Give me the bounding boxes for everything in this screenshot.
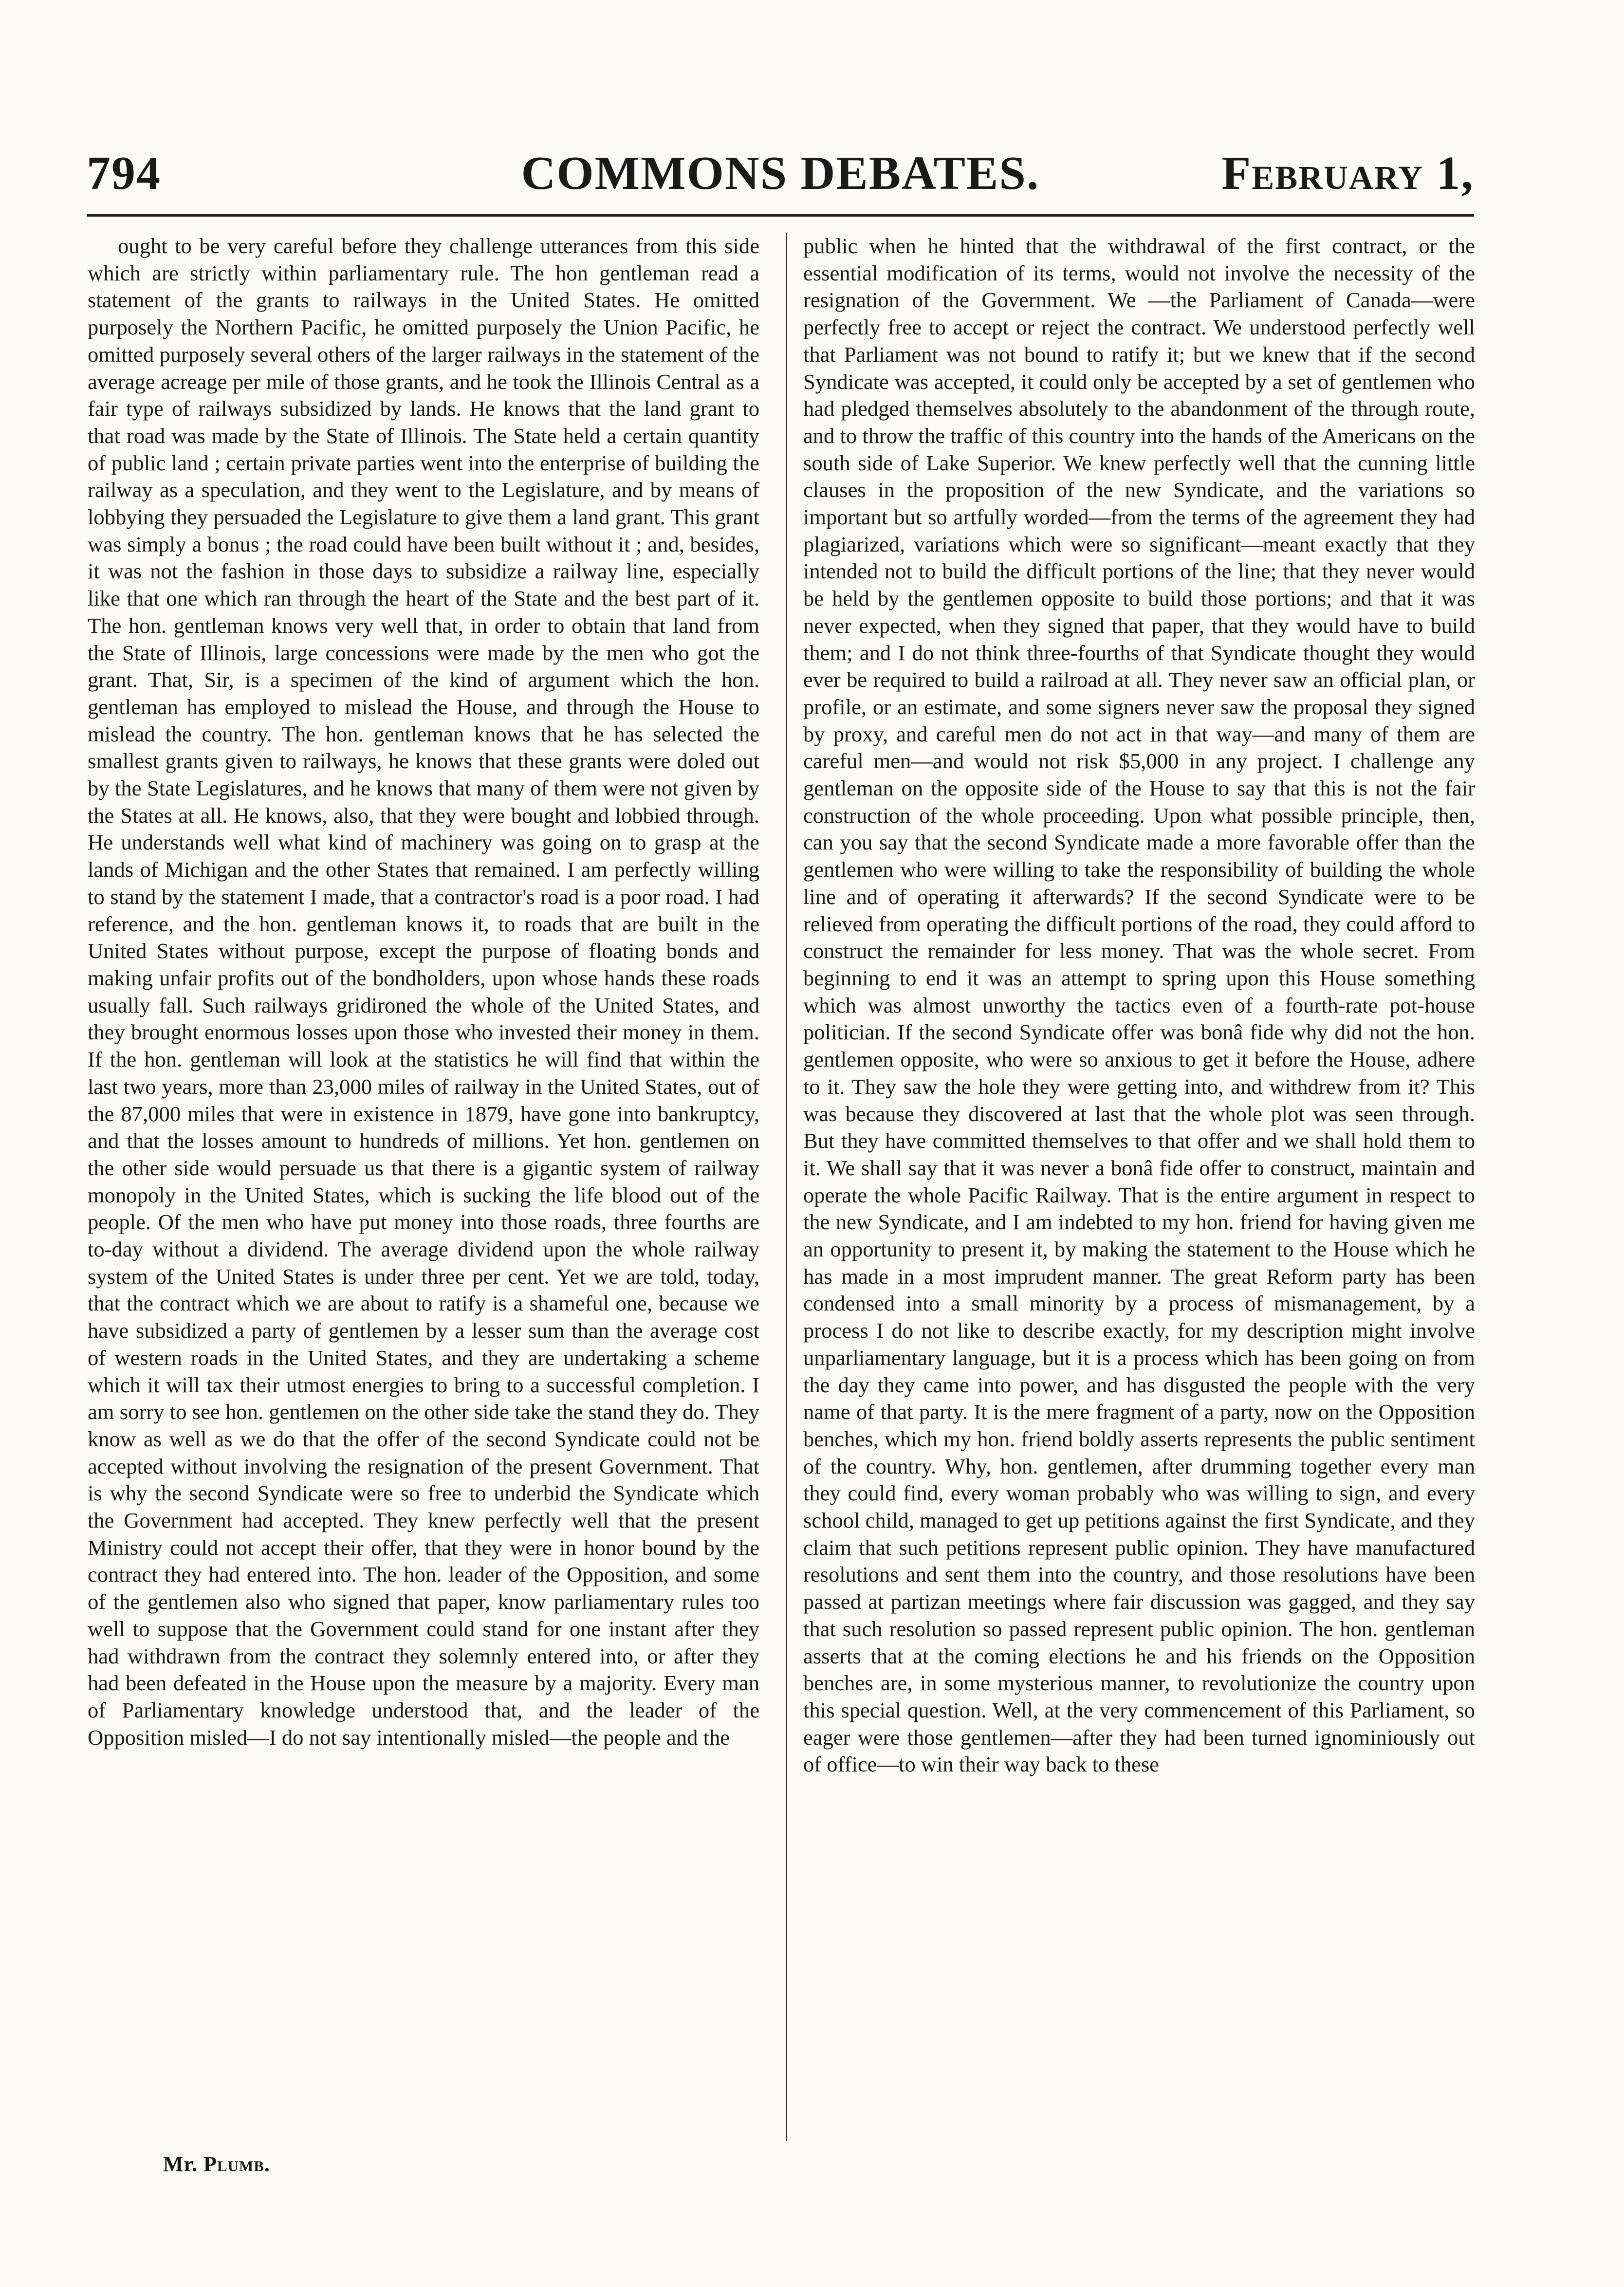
- header-rule: [87, 214, 1474, 217]
- speaker-name: Plumb.: [203, 2152, 270, 2176]
- page-header: [87, 144, 1474, 203]
- speaker-footer: [163, 2151, 270, 2178]
- column-divider: [786, 233, 787, 2141]
- page-title: COMMONS DEBATES.: [521, 147, 1040, 200]
- page-date: February 1,: [1221, 147, 1474, 200]
- right-column: [803, 233, 1475, 2146]
- left-column-text: ought to be very careful before they challenge utterances from this side which are strictly within parliamentary rule. The hon gentleman read a statement of the grants to railways in the United States. He omitted purposely the Northern Pacific, he omitted purposely the Union Pacific, he omitted purposely several others of the larger railways in the statement of the average acreage per mile of those grants, and he took the Illinois Central as a fair type of railways subsidized by lands. He knows that the land grant to that road was made by the State of Illinois. The State held a certain quantity of public land ; certain private parties went into the enterprise of building the railway as a speculation, and they went to the Legislature, and by means of lobbying they persuaded the Legislature to give them a land grant. This grant was simply a bonus ; the road could have been built without it ; and, besides, it was not the fashion in those days to subsidize a railway line, especially like that one which ran through the heart of the State and the best part of it. The hon. gentleman knows very well that, in order to obtain that land from the State of Illinois, large concessions were made by the men who got the grant. That, Sir, is a specimen of the kind of argument which the hon. gentleman has employed to mislead the House, and through the House to mislead the country. The hon. gentleman knows that he has selected the smallest grants given to railways, he knows that these grants were doled out by the State Legislatures, and he knows that many of them were not given by the States at all. He knows, also, that they were bought and lobbied through. He understands well what kind of machinery was going on to grasp at the lands of Michigan and the other States that remained. I am perfectly willing to stand by the statement I made, that a contractor's road is a poor road. I had reference, and the hon. gentleman knows it, to roads that are built in the United States without purpose, except the purpose of floating bonds and making unfair profits out of the bondholders, upon whose hands these roads usually fall. Such railways gridironed the whole of the United States, and they brought enormous losses upon those who invested their money in them. If the hon. gentleman will look at the statistics he will find that within the last two years, more than 23,000 miles of railway in the United States, out of the 87,000 miles that were in existence in 1879, have gone into bankruptcy, and that the losses amount to hundreds of millions. Yet hon. gentlemen on the other side would persuade us that there is a gigantic system of railway monopoly in the United States, which is sucking the life blood out of the people. Of the men who have put money into those roads, three fourths are to-day without a dividend. The average dividend upon the whole railway system of the United States is under three per cent. Yet we are told, today, that the contract which we are about to ratify is a shameful one, because we have subsidized a party of gentlemen by a lesser sum than the average cost of western roads in the United States, and they are undertaking a scheme which it will tax their utmost energies to bring to a successful completion. I am sorry to see hon. gentlemen on the other side take the stand they do. They know as well as we do that the offer of the second Syndicate could not be accepted without involving the resignation of the present Government. That is why the second Syndicate were so free to underbid the Syndicate which the Government had accepted. They knew perfectly well that the present Ministry could not accept their offer, that they were in honor bound by the contract they had entered into. The hon. leader of the Opposition, and some of the gentlemen also who signed that paper, know parliamentary rules too well to suppose that the Government could stand for one instant after they had withdrawn from the contract they solemnly entered into, or after they had been defeated in the House upon the measure by a majority. Every man of Parliamentary knowledge understood that, and the leader of the Opposition misled—I do not say intentionally misled—the people and the: [88, 234, 759, 1750]
- right-column-text: public when he hinted that the withdrawal of the first contract, or the essential modification of its terms, would not involve the necessity of the resignation of the Government. We —the Parliament of Canada—were perfectly free to accept or reject the contract. We understood perfectly well that Parliament was not bound to ratify it; but we knew that if the second Syndicate was accepted, it could only be accepted by a set of gentlemen who had pledged themselves absolutely to the abandonment of the through route, and to throw the traffic of this country into the hands of the Americans on the south side of Lake Superior. We knew perfectly well that the cunning little clauses in the proposition of the new Syndicate, and the variations so important but so artfully worded—from the terms of the agreement they had plagiarized, variations which were so significant—meant exactly that they intended not to build the difficult portions of the line; that they never would be held by the gentlemen opposite to build those portions; and that it was never expected, when they signed that paper, that they would have to build them; and I do not think three-fourths of that Syndicate thought they would ever be required to build a railroad at all. They never saw an official plan, or profile, or an estimate, and some signers never saw the proposal they signed by proxy, and careful men do not act in that way—and many of them are careful men—and would not risk $5,000 in any project. I challenge any gentleman on the opposite side of the House to say that this is not the fair construction of the whole proceeding. Upon what possible principle, then, can you say that the second Syndicate made a more favorable offer than the gentlemen who were willing to take the responsibility of building the whole line and of operating it afterwards? If the second Syndicate were to be relieved from operating the difficult portions of the road, they could afford to construct the remainder for less money. That was the whole secret. From beginning to end it was an attempt to spring upon this House something which was almost unworthy the tactics even of a fourth-rate pot-house politician. If the second Syndicate offer was bonâ fide why did not the hon. gentlemen opposite, who were so anxious to get it before the House, adhere to it. They saw the hole they were getting into, and withdrew from it? This was because they discovered at last that the whole plot was seen through. But they have committed themselves to that offer and we shall hold them to it. We shall say that it was never a bonâ fide offer to construct, maintain and operate the whole Pacific Railway. That is the entire argument in respect to the new Syndicate, and I am indebted to my hon. friend for having given me an opportunity to present it, by making the statement to the House which he has made in a most imprudent manner. The great Reform party has been condensed into a small minority by a process of mismanagement, by a process I do not like to describe exactly, for my description might involve unparliamentary language, but it is a process which has been going on from the day they came into power, and has disgusted the people with the very name of that party. It is the mere fragment of a party, now on the Opposition benches, which my hon. friend boldly asserts represents the public sentiment of the country. Why, hon. gentlemen, after drumming together every man they could find, every woman probably who was willing to sign, and every school child, managed to get up petitions against the first Syndicate, and they claim that such petitions represent public opinion. They have manufactured resolutions and sent them into the country, and those resolutions have been passed at partizan meetings where fair discussion was gagged, and they say that such resolution so passed represent public opinion. The hon. gentleman asserts that at the coming elections he and his friends on the Opposition benches are, in some mysterious manner, to revolutionize the country upon this special question. Well, at the very commencement of this Parliament, so eager were those gentlemen—after they had been turned ignominiously out of office—to win their way back to these: [803, 234, 1475, 1777]
- left-column: [88, 233, 759, 2146]
- speaker-prefix: Mr.: [163, 2152, 198, 2176]
- page-number: 794: [87, 147, 161, 200]
